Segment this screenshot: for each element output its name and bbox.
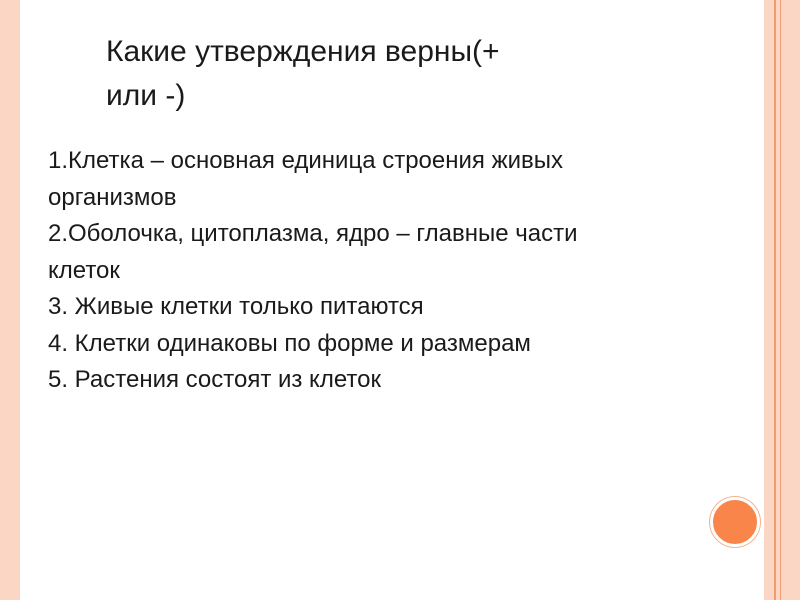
statement-item: 5. Растения состоят из клеток	[48, 366, 381, 393]
slide-title: Какие утверждения верны(+ или -)	[106, 35, 500, 112]
statement-item: 4. Клетки одинаковы по форме и размерам	[48, 329, 531, 357]
right-frame-rule-outer	[774, 0, 776, 600]
statement-item: 3. Живые клетки только питаются	[48, 293, 424, 320]
statement-list	[48, 143, 628, 399]
right-frame-band	[764, 0, 800, 600]
statement-item: 2.Оболочка, цитоплазма, ядро – главные части клеток	[48, 220, 578, 284]
left-frame-band	[0, 0, 20, 600]
right-frame-rule-inner	[780, 0, 781, 600]
statement-item: 1.Клетка – основная единица строения живых организмов	[48, 147, 564, 211]
accent-circle-decoration	[710, 497, 760, 547]
